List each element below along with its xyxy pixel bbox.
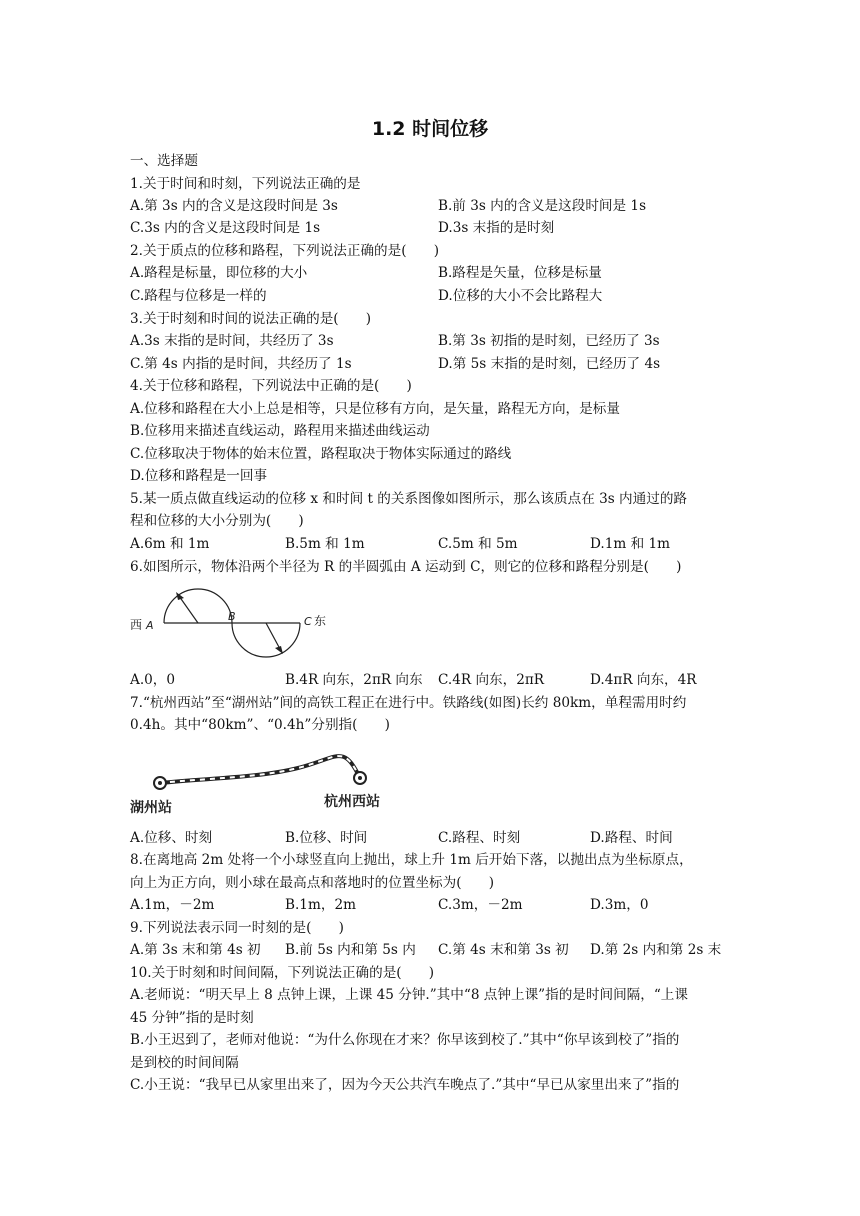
railway-map-figure bbox=[128, 738, 400, 818]
question-8-option-b: B.1m，2m bbox=[285, 897, 356, 913]
question-1-option-c: C.3s 内的含义是这段时间是 1s bbox=[130, 220, 321, 236]
semicircle-path-figure bbox=[128, 585, 333, 661]
question-8-option-d: D.3m，0 bbox=[590, 897, 649, 913]
question-3-option-b: B.第 3s 初指的是时刻，已经历了 3s bbox=[438, 333, 660, 349]
question-3-option-d: D.第 5s 末指的是时刻，已经历了 4s bbox=[438, 356, 661, 372]
page-title: 1.2 时间位移 bbox=[371, 118, 489, 140]
question-8-option-a: A.1m，－2m bbox=[130, 897, 215, 913]
figure-label-hangzhou-west-station: 杭州西站 bbox=[324, 794, 380, 810]
question-7-stem-line1: 7.“杭州西站”至“湖州站”间的高铁工程正在进行中。铁路线(如图)长约 80km，单程需用时约 bbox=[130, 695, 687, 711]
question-3-stem: 3.关于时刻和时间的说法正确的是( ) bbox=[130, 311, 372, 327]
question-5-stem-line1: 5.某一质点做直线运动的位移 x 和时间 t 的关系图像如图所示，那么该质点在 3s 内通过的路 bbox=[130, 491, 688, 507]
figure-label-huzhou-station: 湖州站 bbox=[130, 800, 172, 816]
question-2-option-a: A.路程是标量，即位移的大小 bbox=[130, 265, 308, 281]
question-6-option-d: D.4πR 向东，4R bbox=[590, 672, 697, 688]
question-10-line-2: 45 分钟”指的是时刻 bbox=[130, 1010, 254, 1026]
question-8-option-c: C.3m，－2m bbox=[438, 897, 523, 913]
question-9-stem: 9.下列说法表示同一时刻的是( ) bbox=[130, 920, 344, 936]
question-4-option-d: D.位移和路程是一回事 bbox=[130, 468, 268, 484]
question-10-stem: 10.关于时刻和时间间隔，下列说法正确的是( ) bbox=[130, 965, 435, 981]
question-6-option-b: B.4R 向东，2πR 向东 bbox=[285, 672, 423, 688]
question-10-line-1: A.老师说：“明天早上 8 点钟上课，上课 45 分钟.”其中“8 点钟上课”指的是时间间隔，“上课 bbox=[130, 987, 688, 1003]
question-2-option-b: B.路程是矢量，位移是标量 bbox=[438, 265, 602, 281]
question-3-option-c: C.第 4s 内指的是时间，共经历了 1s bbox=[130, 356, 352, 372]
question-4-option-c: C.位移取决于物体的始末位置，路程取决于物体实际通过的路线 bbox=[130, 446, 512, 462]
question-8-stem-line1: 8.在离地高 2m 处将一个小球竖直向上抛出，球上升 1m 后开始下落，以抛出点为坐标原点， bbox=[130, 852, 693, 868]
question-5-option-a: A.6m 和 1m bbox=[130, 536, 210, 552]
figure-label-a: A bbox=[146, 619, 154, 632]
question-5-option-b: B.5m 和 1m bbox=[285, 536, 365, 552]
question-4-option-b: B.位移用来描述直线运动，路程用来描述曲线运动 bbox=[130, 423, 430, 439]
question-7-option-a: A.位移、时刻 bbox=[130, 830, 213, 846]
question-3-option-a: A.3s 末指的是时间，共经历了 3s bbox=[130, 333, 334, 349]
question-9-option-a: A.第 3s 末和第 4s 初 bbox=[130, 942, 261, 958]
section-heading: 一、选择题 bbox=[130, 153, 198, 169]
question-1-option-a: A.第 3s 内的含义是这段时间是 3s bbox=[130, 198, 338, 214]
question-7-stem-line2: 0.4h。其中“80km”、“0.4h”分别指( ) bbox=[130, 717, 390, 733]
question-5-option-c: C.5m 和 5m bbox=[438, 536, 518, 552]
question-1-stem: 1.关于时间和时刻，下列说法正确的是 bbox=[130, 176, 361, 192]
question-10-line-3: B.小王迟到了，老师对他说：“为什么你现在才来？你早该到校了.”其中“你早该到校了”指的 bbox=[130, 1032, 680, 1048]
question-8-stem-line2: 向上为正方向，则小球在最高点和落地时的位置坐标为( ) bbox=[130, 875, 495, 891]
question-4-stem: 4.关于位移和路程，下列说法中正确的是( ) bbox=[130, 378, 412, 394]
question-6-option-c: C.4R 向东，2πR bbox=[438, 672, 545, 688]
question-2-stem: 2.关于质点的位移和路程，下列说法正确的是( ) bbox=[130, 243, 440, 259]
figure-label-east: 东 bbox=[314, 614, 327, 628]
question-5-option-d: D.1m 和 1m bbox=[590, 536, 671, 552]
figure-label-west: 西 bbox=[130, 618, 143, 632]
question-2-option-d: D.位移的大小不会比路程大 bbox=[438, 288, 603, 304]
question-4-option-a: A.位移和路程在大小上总是相等，只是位移有方向，是矢量，路程无方向，是标量 bbox=[130, 401, 620, 417]
figure-label-b: B bbox=[228, 610, 236, 623]
question-9-option-b: B.前 5s 内和第 5s 内 bbox=[285, 942, 416, 958]
question-10-line-5: C.小王说：“我早已从家里出来了，因为今天公共汽车晚点了.”其中“早已从家里出来了”指的 bbox=[130, 1077, 680, 1093]
question-1-option-b: B.前 3s 内的含义是这段时间是 1s bbox=[438, 198, 647, 214]
question-10-line-4: 是到校的时间间隔 bbox=[130, 1055, 239, 1071]
question-9-option-c: C.第 4s 末和第 3s 初 bbox=[438, 942, 569, 958]
question-5-stem-line2: 程和位移的大小分别为( ) bbox=[130, 513, 304, 529]
question-7-option-b: B.位移、时间 bbox=[285, 830, 368, 846]
question-6-option-a: A.0，0 bbox=[130, 672, 176, 688]
question-7-option-c: C.路程、时刻 bbox=[438, 830, 521, 846]
figure-label-c: C bbox=[304, 615, 312, 628]
question-6-stem: 6.如图所示，物体沿两个半径为 R 的半圆弧由 A 运动到 C，则它的位移和路程分别是( ) bbox=[130, 559, 682, 575]
question-7-option-d: D.路程、时间 bbox=[590, 830, 673, 846]
question-1-option-d: D.3s 末指的是时刻 bbox=[438, 220, 555, 236]
question-9-option-d: D.第 2s 内和第 2s 末 bbox=[590, 942, 722, 958]
question-2-option-c: C.路程与位移是一样的 bbox=[130, 288, 267, 304]
